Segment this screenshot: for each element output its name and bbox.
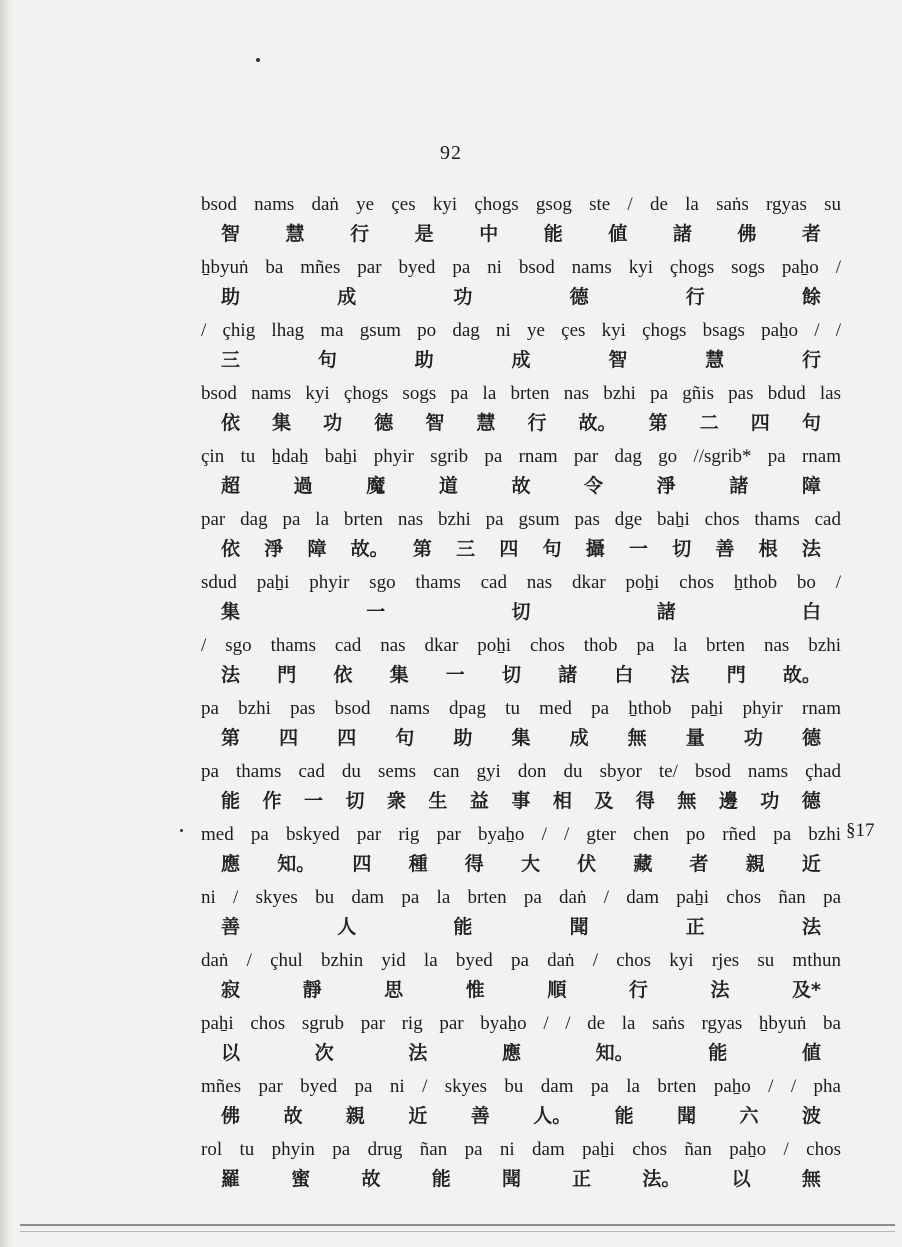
chinese-character: 者 <box>689 853 709 875</box>
chinese-character: 過 <box>293 475 313 497</box>
chinese-line <box>201 723 841 757</box>
tibetan-line: bsod nams kyi çhogs sogs pa la brten nas bzhi pa gñis pas bdud las <box>201 383 841 404</box>
chinese-character: 法。 <box>642 1168 681 1190</box>
chinese-character: 聞 <box>677 1105 697 1127</box>
chinese-character: 能 <box>708 1042 728 1064</box>
chinese-character: 門 <box>726 664 746 686</box>
chinese-character: 邊 <box>718 790 738 812</box>
chinese-character: 第 <box>221 727 241 749</box>
chinese-character: 故。 <box>350 538 389 560</box>
chinese-character: 種 <box>408 853 428 875</box>
chinese-character: 四 <box>279 727 299 749</box>
chinese-character: 法 <box>221 664 241 686</box>
chinese-character: 門 <box>277 664 297 686</box>
chinese-character: 量 <box>685 727 705 749</box>
chinese-character: 智 <box>221 223 241 245</box>
chinese-character: 順 <box>547 979 567 1001</box>
chinese-character: 得 <box>464 853 484 875</box>
bottom-rule-secondary <box>20 1231 895 1232</box>
chinese-character: 四 <box>499 538 519 560</box>
chinese-character: 功 <box>743 727 763 749</box>
chinese-character: 親 <box>745 853 765 875</box>
chinese-character: 能 <box>614 1105 634 1127</box>
chinese-character: 値 <box>801 1042 821 1064</box>
chinese-character: 法 <box>801 916 821 938</box>
chinese-character: 行 <box>685 286 705 308</box>
chinese-line <box>201 975 841 1009</box>
chinese-character: 人。 <box>533 1105 572 1127</box>
chinese-line <box>201 660 841 694</box>
chinese-line <box>201 1038 841 1072</box>
chinese-character: 智 <box>425 412 445 434</box>
chinese-character: 成 <box>569 727 589 749</box>
chinese-character: 德 <box>801 727 821 749</box>
chinese-character: 羅 <box>221 1168 241 1190</box>
chinese-character: 靜 <box>302 979 322 1001</box>
chinese-character: 第 <box>412 538 432 560</box>
chinese-character: 第 <box>648 412 668 434</box>
chinese-character: 句 <box>395 727 415 749</box>
chinese-character: 惟 <box>465 979 485 1001</box>
chinese-character: 諸 <box>558 664 578 686</box>
chinese-character: 四 <box>337 727 357 749</box>
chinese-character: 故 <box>511 475 531 497</box>
chinese-character: 行 <box>350 223 370 245</box>
chinese-line <box>201 345 841 379</box>
chinese-character: 障 <box>801 475 821 497</box>
chinese-character: 集 <box>272 412 292 434</box>
chinese-character: 應 <box>221 853 241 875</box>
chinese-character: 寂 <box>221 979 241 1001</box>
chinese-character: 行 <box>527 412 547 434</box>
tibetan-line: çin tu ẖdaẖ baẖi phyir sgrib pa rnam par dag go //sgrib* pa rnam <box>201 446 841 467</box>
chinese-character: 一 <box>303 790 323 812</box>
chinese-character: 淨 <box>264 538 284 560</box>
tibetan-line: daṅ / çhul bzhin yid la byed pa daṅ / chos kyi rjes su mthun <box>201 950 841 971</box>
chinese-character: 得 <box>635 790 655 812</box>
tibetan-line: bsod nams daṅ ye çes kyi çhogs gsog ste / de la saṅs rgyas su <box>201 194 841 215</box>
chinese-character: 作 <box>262 790 282 812</box>
chinese-character: 聞 <box>501 1168 521 1190</box>
tibetan-line: ẖbyuṅ ba mñes par byed pa ni bsod nams kyi çhogs sogs paẖo / <box>201 257 841 278</box>
chinese-character: 三 <box>456 538 476 560</box>
chinese-character: 益 <box>469 790 489 812</box>
chinese-character: 聞 <box>569 916 589 938</box>
chinese-character: 集 <box>221 601 241 623</box>
chinese-character: 功 <box>453 286 473 308</box>
chinese-character: 成 <box>337 286 357 308</box>
chinese-character: 中 <box>479 223 499 245</box>
chinese-character: 藏 <box>633 853 653 875</box>
chinese-character: 能 <box>543 223 563 245</box>
chinese-character: 德 <box>801 790 821 812</box>
chinese-character: 慧 <box>285 223 305 245</box>
chinese-character: 者 <box>801 223 821 245</box>
chinese-character: 助 <box>414 349 434 371</box>
chinese-character: 助 <box>221 286 241 308</box>
chinese-character: 慧 <box>476 412 496 434</box>
chinese-character: 故。 <box>578 412 617 434</box>
chinese-character: 善 <box>715 538 735 560</box>
chinese-character: 行 <box>628 979 648 1001</box>
chinese-character: 應 <box>501 1042 521 1064</box>
chinese-character: 蜜 <box>291 1168 311 1190</box>
chinese-character: 魔 <box>366 475 386 497</box>
chinese-character: 以 <box>221 1042 241 1064</box>
chinese-character: 波 <box>801 1105 821 1127</box>
chinese-character: 諸 <box>656 601 676 623</box>
text-block <box>201 190 841 1198</box>
chinese-character: 切 <box>345 790 365 812</box>
section-marker: §17 <box>846 820 875 841</box>
chinese-character: 功 <box>323 412 343 434</box>
chinese-character: 能 <box>453 916 473 938</box>
margin-dot <box>180 829 183 832</box>
chinese-character: 切 <box>511 601 531 623</box>
page-number: 92 <box>440 142 462 164</box>
scan-speck <box>256 58 260 62</box>
chinese-character: 障 <box>307 538 327 560</box>
chinese-character: 諸 <box>729 475 749 497</box>
chinese-character: 及* <box>792 979 821 1001</box>
chinese-character: 無 <box>677 790 697 812</box>
chinese-character: 近 <box>408 1105 428 1127</box>
tibetan-line: ni / skyes bu dam pa la brten pa daṅ / dam paẖi chos ñan pa <box>201 887 841 908</box>
chinese-character: 切 <box>501 664 521 686</box>
chinese-character: 相 <box>552 790 572 812</box>
chinese-character: 是 <box>414 223 434 245</box>
chinese-character: 集 <box>511 727 531 749</box>
chinese-character: 近 <box>801 853 821 875</box>
page-left-edge-shadow <box>0 0 14 1247</box>
chinese-character: 依 <box>333 664 353 686</box>
chinese-character: 以 <box>731 1168 751 1190</box>
tibetan-line: mñes par byed pa ni / skyes bu dam pa la brten paẖo / / pha <box>201 1076 841 1097</box>
chinese-character: 依 <box>221 538 241 560</box>
tibetan-line: pa bzhi pas bsod nams dpag tu med pa ẖthob paẖi phyir rnam <box>201 698 841 719</box>
chinese-character: 句 <box>801 412 821 434</box>
chinese-character: 德 <box>374 412 394 434</box>
chinese-character: 超 <box>221 475 241 497</box>
tibetan-line: / çhig lhag ma gsum po dag ni ye çes kyi çhogs bsags paẖo / / <box>201 320 841 341</box>
chinese-line <box>201 471 841 505</box>
chinese-line <box>201 408 841 442</box>
chinese-character: 智 <box>608 349 628 371</box>
chinese-character: 令 <box>584 475 604 497</box>
chinese-character: 依 <box>221 412 241 434</box>
chinese-character: 白 <box>801 601 821 623</box>
tibetan-line: paẖi chos sgrub par rig par byaẖo / / de la saṅs rgyas ẖbyuṅ ba <box>201 1013 841 1034</box>
chinese-character: 道 <box>438 475 458 497</box>
chinese-character: 成 <box>511 349 531 371</box>
chinese-character: 知。 <box>277 853 316 875</box>
tibetan-line: par dag pa la brten nas bzhi pa gsum pas dge baẖi chos thams cad <box>201 509 841 530</box>
chinese-character: 一 <box>628 538 648 560</box>
chinese-character: 四 <box>352 853 372 875</box>
tibetan-line: / sgo thams cad nas dkar poẖi chos thob pa la brten nas bzhi <box>201 635 841 656</box>
chinese-character: 故。 <box>782 664 821 686</box>
chinese-character: 正 <box>572 1168 592 1190</box>
chinese-character: 能 <box>221 790 241 812</box>
chinese-character: 思 <box>384 979 404 1001</box>
chinese-character: 功 <box>760 790 780 812</box>
chinese-character: 法 <box>408 1042 428 1064</box>
tibetan-line: med pa bskyed par rig par byaẖo / / gter chen po rñed pa bzhi <box>201 824 841 845</box>
chinese-character: 伏 <box>577 853 597 875</box>
chinese-character: 慧 <box>705 349 725 371</box>
chinese-line <box>201 534 841 568</box>
chinese-line <box>201 849 841 883</box>
chinese-character: 親 <box>345 1105 365 1127</box>
chinese-character: 法 <box>801 538 821 560</box>
chinese-character: 佛 <box>221 1105 241 1127</box>
chinese-character: 正 <box>685 916 705 938</box>
chinese-character: 次 <box>314 1042 334 1064</box>
chinese-character: 人 <box>337 916 357 938</box>
chinese-character: 一 <box>366 601 386 623</box>
chinese-character: 餘 <box>801 286 821 308</box>
chinese-line <box>201 786 841 820</box>
chinese-character: 根 <box>758 538 778 560</box>
chinese-character: 法 <box>670 664 690 686</box>
chinese-character: 善 <box>470 1105 490 1127</box>
chinese-character: 淨 <box>656 475 676 497</box>
chinese-character: 及 <box>594 790 614 812</box>
chinese-line <box>201 1164 841 1198</box>
chinese-character: 衆 <box>386 790 406 812</box>
chinese-character: 値 <box>608 223 628 245</box>
chinese-character: 法 <box>710 979 730 1001</box>
chinese-character: 善 <box>221 916 241 938</box>
tibetan-line: pa thams cad du sems can gyi don du sbyor te/ bsod nams çhad <box>201 761 841 782</box>
chinese-character: 行 <box>801 349 821 371</box>
chinese-character: 攝 <box>585 538 605 560</box>
tibetan-line: rol tu phyin pa drug ñan pa ni dam paẖi chos ñan paẖo / chos <box>201 1139 841 1160</box>
chinese-character: 六 <box>739 1105 759 1127</box>
chinese-line <box>201 597 841 631</box>
chinese-character: 一 <box>445 664 465 686</box>
chinese-line <box>201 1101 841 1135</box>
chinese-character: 切 <box>672 538 692 560</box>
chinese-line <box>201 219 841 253</box>
chinese-character: 二 <box>699 412 719 434</box>
chinese-character: 德 <box>569 286 589 308</box>
chinese-character: 能 <box>431 1168 451 1190</box>
chinese-line <box>201 282 841 316</box>
chinese-character: 助 <box>453 727 473 749</box>
bottom-rule <box>20 1224 895 1226</box>
chinese-character: 無 <box>627 727 647 749</box>
chinese-character: 無 <box>801 1168 821 1190</box>
chinese-character: 集 <box>389 664 409 686</box>
tibetan-line: sdud paẖi phyir sgo thams cad nas dkar poẖi chos ẖthob bo / <box>201 572 841 593</box>
chinese-character: 白 <box>614 664 634 686</box>
chinese-character: 生 <box>428 790 448 812</box>
chinese-character: 四 <box>750 412 770 434</box>
chinese-character: 句 <box>542 538 562 560</box>
chinese-line <box>201 912 841 946</box>
chinese-character: 三 <box>221 349 241 371</box>
chinese-character: 句 <box>317 349 337 371</box>
chinese-character: 大 <box>520 853 540 875</box>
chinese-character: 故 <box>283 1105 303 1127</box>
chinese-character: 故 <box>361 1168 381 1190</box>
chinese-character: 諸 <box>672 223 692 245</box>
chinese-character: 事 <box>511 790 531 812</box>
chinese-character: 佛 <box>737 223 757 245</box>
chinese-character: 知。 <box>595 1042 634 1064</box>
